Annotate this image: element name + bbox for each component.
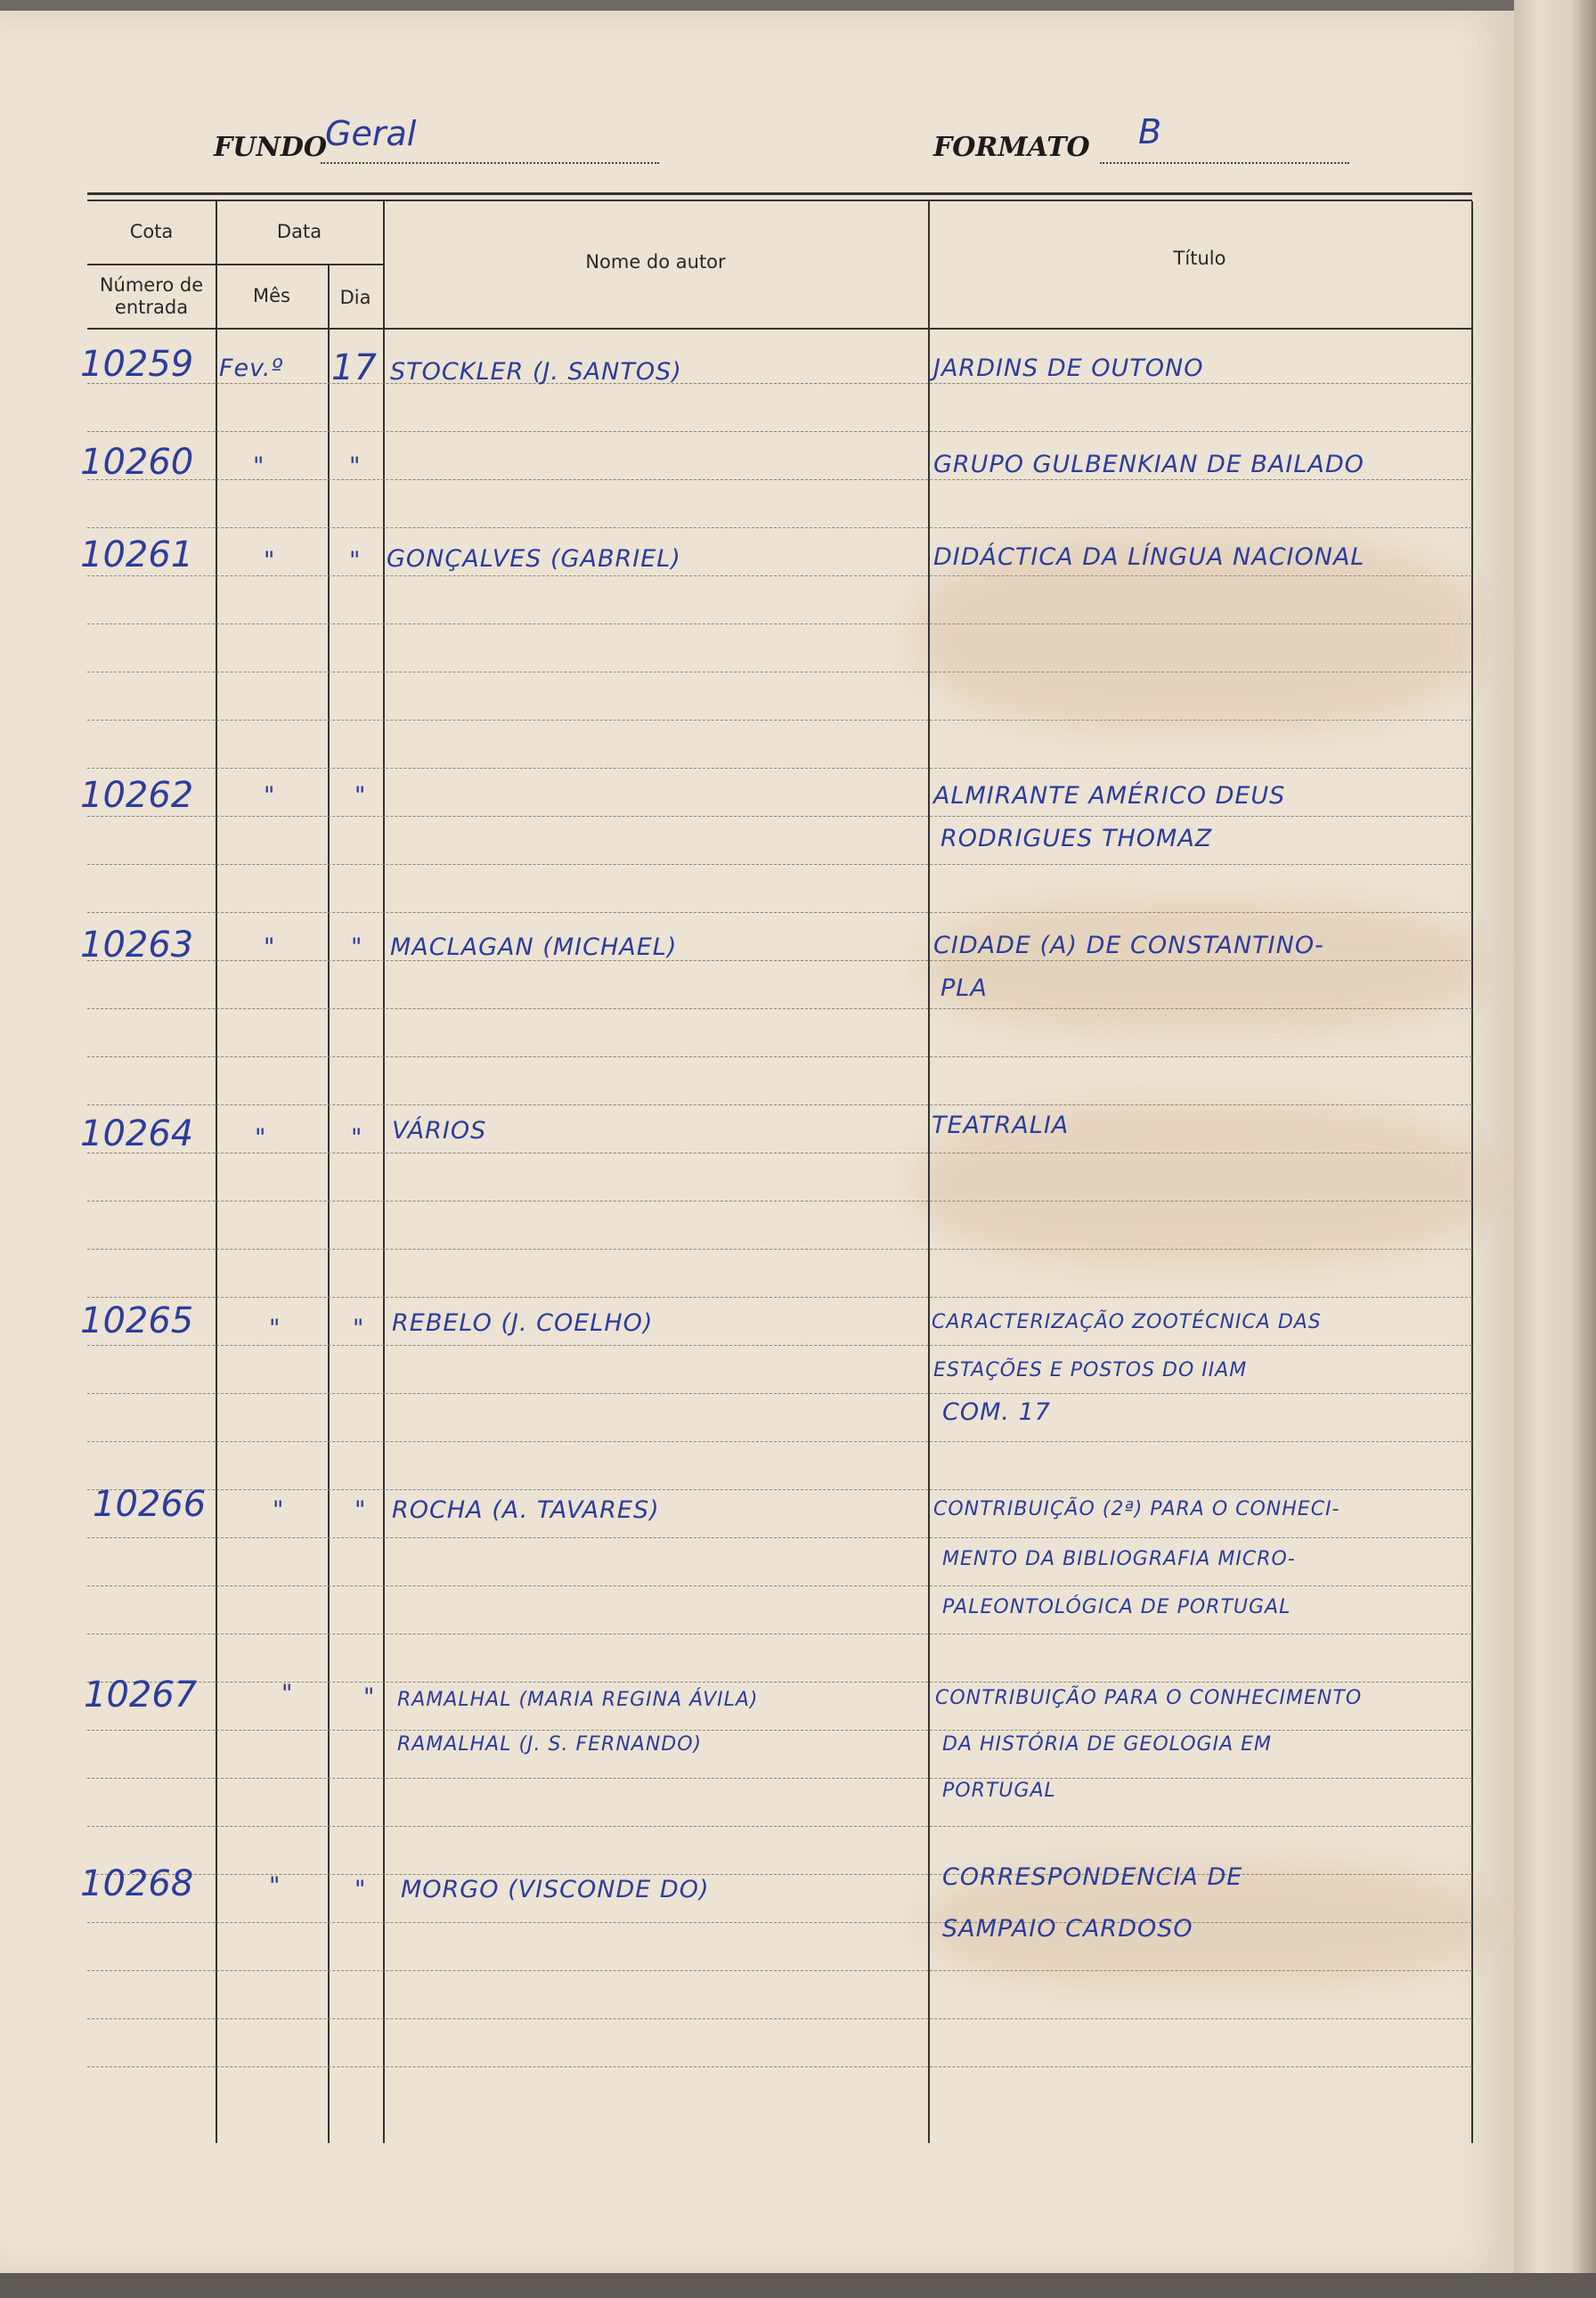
fundo-value: Geral (325, 114, 417, 153)
entry-titulo: CONTRIBUIÇÃO PARA O CONHECIMENTO (935, 1687, 1363, 1709)
entry-titulo: TEATRALIA (932, 1112, 1070, 1139)
entry-dia: " (353, 1315, 365, 1342)
ruled-line (87, 1730, 1472, 1731)
entry-mes: " (269, 1315, 281, 1342)
col-sep-autor (928, 201, 930, 2143)
entry-dia: " (351, 1124, 363, 1152)
stain (926, 900, 1478, 1033)
table-top-rule (87, 192, 1472, 195)
ruled-line (87, 1297, 1472, 1298)
entry-autor: ROCHA (A. TAVARES) (392, 1496, 660, 1524)
ruled-line (87, 1056, 1472, 1057)
entry-autor: REBELO (J. COELHO) (392, 1309, 654, 1337)
ruled-line (87, 720, 1472, 721)
col-header-titulo: Título (1173, 248, 1226, 269)
data-divider (216, 264, 383, 265)
entry-numero: 10268 (80, 1863, 194, 1904)
entry-numero: 10267 (84, 1675, 198, 1715)
entry-numero: 10264 (80, 1113, 194, 1154)
entry-mes: " (264, 782, 276, 810)
fundo-line (321, 162, 659, 164)
ruled-line (87, 1249, 1472, 1250)
col-header-data: Data (276, 221, 322, 242)
entry-autor: RAMALHAL (MARIA REGINA ÁVILA) (397, 1689, 759, 1711)
ruled-line (87, 1104, 1472, 1105)
entry-dia: " (363, 1683, 376, 1711)
ruled-line (87, 1585, 1472, 1586)
ruled-line (87, 960, 1472, 961)
ruled-line (87, 768, 1472, 769)
entry-numero: 10260 (80, 442, 194, 483)
ruled-line (87, 1489, 1472, 1490)
entry-autor: RAMALHAL (J. S. FERNANDO) (397, 1733, 703, 1756)
entry-dia: " (354, 1496, 367, 1524)
ruled-line (87, 431, 1472, 432)
entry-autor: STOCKLER (J. SANTOS) (390, 358, 682, 386)
entry-titulo: ESTAÇÕES E POSTOS DO IIAM (933, 1359, 1248, 1381)
entry-mes: " (255, 1124, 267, 1152)
table-top-rule-2 (87, 200, 1472, 201)
ruled-line (87, 1345, 1472, 1346)
entry-dia: " (349, 547, 362, 574)
entry-titulo: PORTUGAL (942, 1780, 1056, 1802)
col-sep-numero (216, 201, 217, 2143)
entry-titulo: MENTO DA BIBLIOGRAFIA MICRO- (942, 1548, 1296, 1570)
entry-mes: " (253, 452, 265, 480)
entry-dia: " (354, 1876, 367, 1903)
ruled-line (87, 816, 1472, 817)
col-sep-dia (383, 201, 385, 2143)
entry-dia: " (354, 782, 367, 810)
entry-mes: " (264, 547, 276, 574)
ruled-line (87, 1537, 1472, 1538)
entry-titulo: CORRESPONDENCIA DE (942, 1863, 1243, 1891)
ruled-line (87, 575, 1472, 576)
entry-titulo: CONTRIBUIÇÃO (2ª) PARA O CONHECI- (933, 1498, 1340, 1520)
ruled-line (87, 1441, 1472, 1442)
entry-mes: " (273, 1496, 285, 1524)
entry-numero: 10259 (80, 344, 194, 385)
entry-numero: 10261 (80, 534, 194, 575)
ruled-line (87, 1393, 1472, 1394)
page-edge (1514, 0, 1596, 2298)
entry-titulo: COM. 17 (942, 1398, 1051, 1426)
entry-mes: " (269, 1872, 281, 1900)
entry-mes: Fev.º (219, 354, 284, 382)
entry-mes: " (281, 1680, 294, 1707)
ruled-line (87, 1922, 1472, 1923)
entry-dia: 17 (331, 347, 377, 388)
entry-titulo: ALMIRANTE AMÉRICO DEUS (933, 782, 1286, 810)
ruled-line (87, 864, 1472, 865)
entry-titulo: SAMPAIO CARDOSO (942, 1915, 1193, 1943)
entry-numero: 10265 (80, 1300, 194, 1341)
ruled-line (87, 383, 1472, 384)
col-header-autor: Nome do autor (585, 251, 726, 273)
entry-autor: MORGO (VISCONDE DO) (401, 1876, 710, 1903)
entry-dia: " (351, 933, 363, 961)
entry-numero: 10266 (93, 1484, 207, 1525)
col-header-mes: Mês (253, 285, 290, 306)
entry-titulo: CARACTERIZAÇÃO ZOOTÉCNICA DAS (932, 1311, 1322, 1333)
entry-titulo: PALEONTOLÓGICA DE PORTUGAL (942, 1596, 1291, 1618)
scan-bottom-edge (0, 2273, 1596, 2298)
header-bottom-rule (87, 328, 1472, 330)
col-sep-titulo (1471, 201, 1473, 2143)
ruled-line (87, 2066, 1472, 2067)
ruled-line (87, 1682, 1472, 1683)
entry-mes: " (264, 933, 276, 961)
entry-titulo: GRUPO GULBENKIAN DE BAILADO (933, 451, 1364, 478)
formato-value: B (1138, 112, 1162, 151)
ruled-line (87, 623, 1472, 624)
ruled-line (87, 527, 1472, 528)
entry-titulo: DA HISTÓRIA DE GEOLOGIA EM (942, 1733, 1273, 1756)
formato-line (1100, 162, 1349, 164)
ruled-line (87, 1778, 1472, 1779)
entry-titulo: JARDINS DE OUTONO (933, 354, 1204, 382)
entry-autor: MACLAGAN (MICHAEL) (390, 933, 678, 961)
entry-titulo: RODRIGUES THOMAZ (940, 825, 1213, 852)
entry-autor: VÁRIOS (392, 1117, 487, 1145)
entry-dia: " (349, 452, 362, 480)
fundo-label: FUNDO (214, 132, 328, 163)
col-header-dia: Dia (339, 287, 371, 308)
ruled-line (87, 1970, 1472, 1971)
entry-numero: 10262 (80, 775, 194, 816)
ruled-line (87, 479, 1472, 480)
cota-divider (87, 264, 216, 265)
entry-autor: GONÇALVES (GABRIEL) (387, 545, 681, 573)
col-header-cota: Cota (129, 221, 174, 242)
ruled-line (87, 1826, 1472, 1827)
entry-numero: 10263 (80, 925, 194, 966)
entry-titulo: DIDÁCTICA DA LÍNGUA NACIONAL (933, 543, 1365, 571)
ruled-line (87, 2018, 1472, 2019)
ruled-line (87, 1874, 1472, 1875)
entry-titulo: PLA (940, 974, 988, 1002)
entry-titulo: CIDADE (A) DE CONSTANTINO- (933, 932, 1324, 959)
col-sep-mes (328, 265, 330, 2143)
col-header-numero: Número de entrada (99, 274, 204, 318)
formato-label: FORMATO (933, 132, 1090, 163)
ruled-line (87, 1201, 1472, 1202)
ruled-line (87, 912, 1472, 913)
ruled-line (87, 1008, 1472, 1009)
